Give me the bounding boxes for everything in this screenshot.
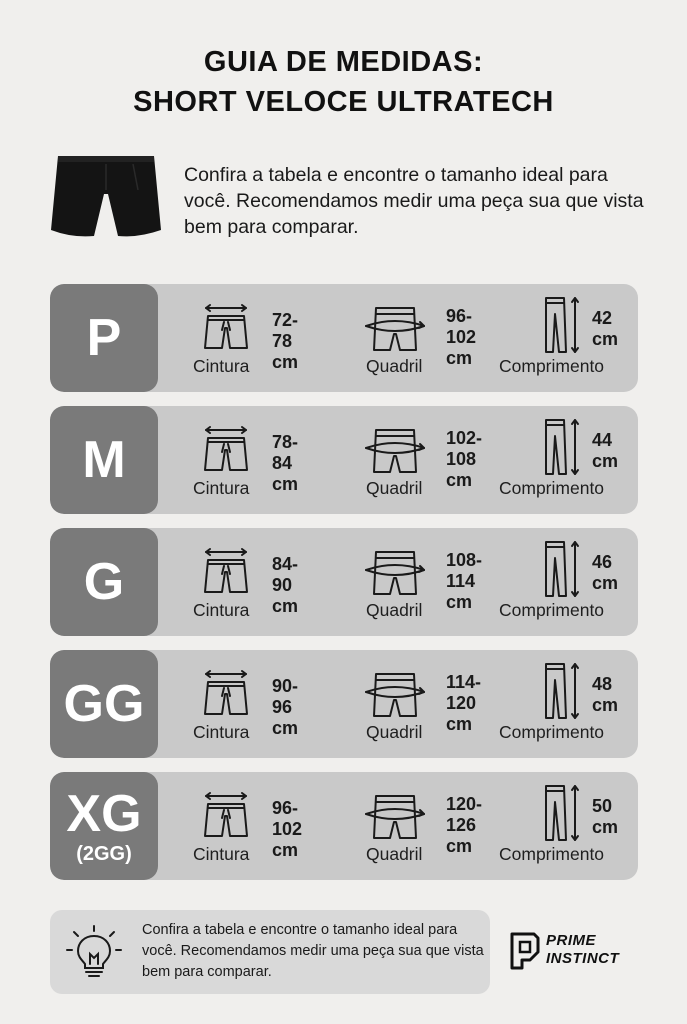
hip-value [446, 428, 482, 491]
size-table [50, 284, 638, 894]
brand-line-1: PRIME [546, 932, 597, 949]
waist-value-to: 90 cm [272, 575, 299, 616]
size-row-g [50, 528, 638, 636]
hip-label: Quadril [366, 478, 423, 498]
size-label: GG [63, 675, 145, 733]
waist-value [272, 554, 298, 617]
length-value-unit: cm [592, 695, 619, 715]
length-value-unit: cm [592, 573, 619, 593]
tip-text: Confira a tabela e encontre o tamanho ideal para você. Recomendamos medir uma peça sua que vista bem para comparar. [142, 922, 484, 980]
length-label: Comprimento [499, 600, 605, 620]
waist-label: Cintura [193, 478, 250, 498]
size-badge [50, 284, 158, 392]
shorts-hip-icon [362, 300, 428, 361]
hip-value-from: 120- [446, 794, 483, 814]
hip-label: Quadril [366, 722, 423, 742]
length-value-number: 46 [592, 552, 613, 572]
size-row-xg [50, 772, 638, 880]
waist-value [272, 432, 298, 495]
title-line-2: SHORT VELOCE ULTRATECH [133, 86, 554, 118]
hip-value-to: 120 cm [446, 693, 477, 734]
length-value [592, 796, 618, 838]
length-value-number: 44 [592, 430, 613, 450]
waist-value-from: 84- [272, 554, 299, 574]
shorts-waist-icon [200, 546, 252, 603]
size-badge [50, 772, 158, 880]
length-value-unit: cm [592, 817, 619, 837]
hip-value [446, 794, 482, 857]
length-value [592, 430, 618, 472]
shorts-waist-icon [200, 668, 252, 725]
waist-value-to: 78 cm [272, 331, 299, 372]
size-badge [50, 406, 158, 514]
shorts-hip-icon [362, 788, 428, 849]
hip-value-to: 126 cm [446, 815, 477, 856]
waist-value [272, 310, 298, 373]
size-row-gg [50, 650, 638, 758]
size-badge [50, 650, 158, 758]
size-label: G [83, 553, 125, 611]
shorts-waist-icon [200, 424, 252, 481]
prime-instinct-logo [508, 930, 542, 970]
waist-value-to: 84 cm [272, 453, 299, 494]
size-row-m [50, 406, 638, 514]
length-value [592, 674, 618, 716]
waist-value-from: 90- [272, 676, 299, 696]
waist-value-from: 78- [272, 432, 299, 452]
waist-value [272, 798, 302, 861]
length-value [592, 308, 618, 350]
title-line-1: GUIA DE MEDIDAS: [203, 46, 484, 78]
page-title [0, 42, 687, 122]
size-label: M [82, 431, 126, 489]
waist-value-to: 102 cm [272, 819, 303, 860]
lightbulb-icon [64, 924, 124, 980]
hip-value [446, 672, 481, 735]
size-label: P [86, 309, 122, 367]
hip-label: Quadril [366, 844, 423, 864]
waist-label: Cintura [193, 600, 250, 620]
hip-value-to: 102 cm [446, 327, 477, 368]
brand-line-2: INSTINCT [546, 950, 620, 967]
length-label: Comprimento [499, 478, 605, 498]
hip-value-from: 114- [446, 672, 482, 692]
hip-value-from: 102- [446, 428, 483, 448]
hip-value-to: 108 cm [446, 449, 477, 490]
trousers-length-icon [542, 538, 582, 605]
length-label: Comprimento [499, 844, 605, 864]
waist-value [272, 676, 298, 739]
intro-text: Confira a tabela e encontre o tamanho ideal para você. Recomendamos medir uma peça sua que vista bem para comparar. [184, 164, 644, 238]
hip-value-from: 96- [446, 306, 473, 326]
waist-label: Cintura [193, 722, 250, 742]
shorts-hip-icon [362, 544, 428, 605]
size-sublabel: (2GG) [76, 843, 132, 865]
trousers-length-icon [542, 294, 582, 361]
length-value-unit: cm [592, 451, 619, 471]
hip-value [446, 550, 482, 613]
length-label: Comprimento [499, 356, 605, 376]
length-label: Comprimento [499, 722, 605, 742]
length-value-number: 42 [592, 308, 613, 328]
size-label: XG [66, 785, 142, 843]
size-row-p [50, 284, 638, 392]
length-value [592, 552, 618, 594]
hip-value-to: 114 cm [446, 571, 476, 612]
length-value-number: 48 [592, 674, 613, 694]
hip-value [446, 306, 476, 369]
hip-label: Quadril [366, 600, 423, 620]
shorts-hip-icon [362, 666, 428, 727]
shorts-waist-icon [200, 790, 252, 847]
hip-label: Quadril [366, 356, 423, 376]
waist-value-from: 72- [272, 310, 299, 330]
trousers-length-icon [542, 782, 582, 849]
hip-value-from: 108- [446, 550, 483, 570]
waist-label: Cintura [193, 844, 250, 864]
waist-value-to: 96 cm [272, 697, 299, 738]
waist-label: Cintura [193, 356, 250, 376]
trousers-length-icon [542, 416, 582, 483]
tip-box [50, 910, 490, 994]
shorts-hip-icon [362, 422, 428, 483]
size-badge [50, 528, 158, 636]
shorts-waist-icon [200, 302, 252, 359]
length-value-number: 50 [592, 796, 613, 816]
brand-logo [508, 930, 648, 974]
shorts-product-image [48, 150, 164, 246]
length-value-unit: cm [592, 329, 619, 349]
waist-value-from: 96- [272, 798, 299, 818]
trousers-length-icon [542, 660, 582, 727]
